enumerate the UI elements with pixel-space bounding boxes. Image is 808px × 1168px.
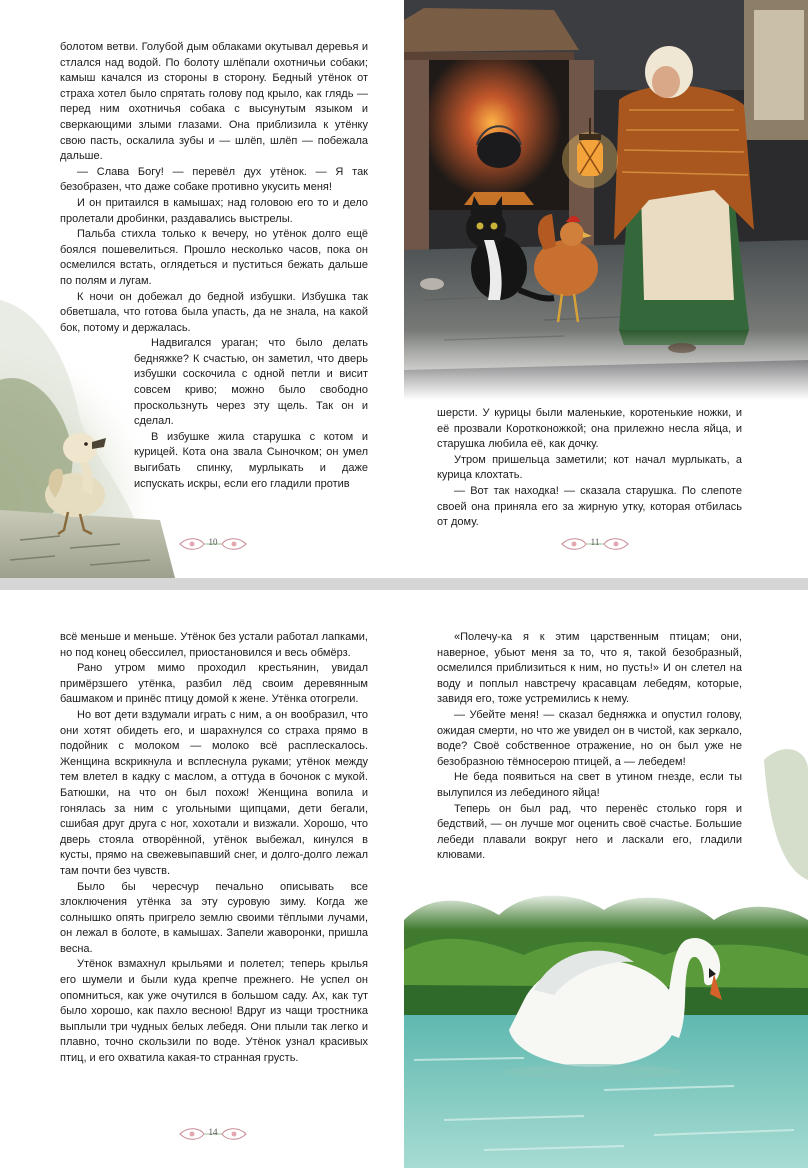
- page-14: [0, 590, 404, 1168]
- paragraph: Утром пришельца заметили; кот начал мурлыкать, а курица клохтать.: [437, 453, 742, 482]
- page-number-14: [178, 1124, 248, 1144]
- page-15: [404, 590, 808, 1168]
- page-number-11: [560, 534, 630, 554]
- page-10-text: [60, 40, 368, 492]
- paragraph: Но вот дети вздумали играть с ним, а он вообразил, что они хотят обидеть его, и шарахнулся со страха прямо в подойник с молоком — молоко всё расплескалось. Женщина вскрикнула и всплеснула руками; утёнок между тем влетел в кадку с маслом, а оттуда в бочонок с мукой. Батюшки, на что он был похож! Женщина вопила и гонялась за ним с угольными щипцами, дети бегали, сшибая друг друга с ног, хохотали и визжали. Хорошо, что дверь стояла отворённой, утёнок выбежал, кинулся в кусты, прямо на свежевыпавший снег, и долго-долго лежал там почти без чувств.: [60, 708, 368, 877]
- spread-bottom: [0, 590, 808, 1168]
- paragraph: Пальба стихла только к вечеру, но утёнок долго ещё боялся пошевелиться. Прошло несколько часов, пока он осмелился встать, оглядеться и пуститься бежать дальше по полям и лугам.: [60, 228, 368, 287]
- paragraph: Рано утром мимо проходил крестьянин, увидал примёрзшего утёнка, разбил лёд своим деревянным башмаком и принёс птицу домой к жене. Утёнка отогрели.: [60, 662, 368, 706]
- page-number-10: [178, 534, 248, 554]
- page-number-text: 10: [208, 537, 218, 547]
- old-woman-cat-hen-illustration: [404, 0, 808, 400]
- paragraph: — Слава Богу! — перевёл дух утёнок. — Я так безобразен, что даже собаке противно укусить меня!: [60, 165, 368, 194]
- page-number-text: 14: [208, 1127, 218, 1137]
- spread-top: [0, 0, 808, 578]
- page-11-text: [437, 406, 742, 531]
- paragraph: Утёнок взмахнул крыльями и полетел; теперь крылья его шумели и были куда крепче прежнего. Не успел он опомниться, как уже очутился в большом саду. Ах, как тут было хорошо, как пахло весною! Вдруг из чащи тростника выплыли три чудных белых лебедя. Они плыли так легко и плавно, точно скользили по воде. Утёнок узнал красивых птиц, и его охватила какая-то странная грусть.: [60, 958, 368, 1065]
- paragraph: Было бы чересчур печально описывать все злоключения утёнка за эту суровую зиму. Когда же солнышко опять пригрело землю своими тёплыми лучами, он лежал в болоте, в камышах. Запели жаворонки, пришла весна.: [60, 880, 368, 955]
- page-10: [0, 0, 404, 578]
- page-15-text: [437, 630, 742, 864]
- paragraph: всё меньше и меньше. Утёнок без устали работал лапками, но под конец обессилел, приостановился и весь обмёрз.: [60, 631, 368, 659]
- paragraph: И он притаился в камышах; над головою его то и дело пролетали дробинки, раздавались выстрелы.: [60, 196, 368, 225]
- paragraph: К ночи он добежал до бедной избушки. Избушка так обветшала, что готова была упасть, да не знала, на какой бок, потому и держалась.: [60, 290, 368, 334]
- paragraph: Надвигался ураган; что было делать бедняжке? К счастью, он заметил, что дверь избушки соскочила с одной петли и висит совсем криво; можно было свободно проскользнуть через эту щель. Так он и сделал.: [134, 337, 368, 428]
- paragraph: «Полечу-ка я к этим царственным птицам; они, наверное, убьют меня за то, что я, такой безобразный, осмелился приблизиться к ним, но пусть!» И он слетел на воду и поплыл навстречу красавцам лебедям, которые, завидя его, тоже устремились к нему.: [437, 631, 742, 706]
- paragraph: Теперь он был рад, что перенёс столько горя и бедствий, — он лучше мог оценить своё счастье. Большие лебеди плавали вокруг него и ласкали его, гладили клювами.: [437, 802, 742, 862]
- page-11: [404, 0, 808, 578]
- paragraph: — Убейте меня! — сказал бедняжка и опустил голову, ожидая смерти, но что же увидел он в чистой, как зеркало, воде? Своё собственное отражение, но он был уже не безобразною тёмносерою птицей, а — лебедем!: [437, 708, 742, 768]
- wrapped-text: [134, 336, 368, 492]
- paragraph: — Вот так находка! — сказала старушка. По слепоте своей она приняла его за жирную утку, которая отбилась от дому.: [437, 484, 742, 529]
- paragraph: В избушке жила старушка с котом и курицей. Кота она звала Сыночком; он умел выгибать спинку, мурлыкать и даже испускать искры, если его гладили против: [134, 430, 368, 490]
- paragraph: болотом ветви. Голубой дым облаками окутывал деревья и стлался над водой. По болоту шлёпали охотничьи собаки; камыш качался из стороны в сторону. Бедный утёнок от страха хотел было спрятать голову под крыло, как глядь — перед ним охотничья собака с высунутым языком и сверкающими злыми глазами. Она приблизила к утёнку свою пасть, оскалила зубы и — шлёп, шлёп — побежала дальше.: [60, 41, 368, 163]
- page-14-text: [60, 630, 368, 1067]
- paragraph: Не беда появиться на свет в утином гнезде, если ты вылупился из лебединого яйца!: [437, 771, 742, 799]
- paragraph: шерсти. У курицы были маленькие, коротенькие ножки, и её прозвали Коротконожкой; она прилежно несла яйца, и старушка любила её, как дочку.: [437, 407, 742, 451]
- page-number-text: 11: [590, 537, 600, 547]
